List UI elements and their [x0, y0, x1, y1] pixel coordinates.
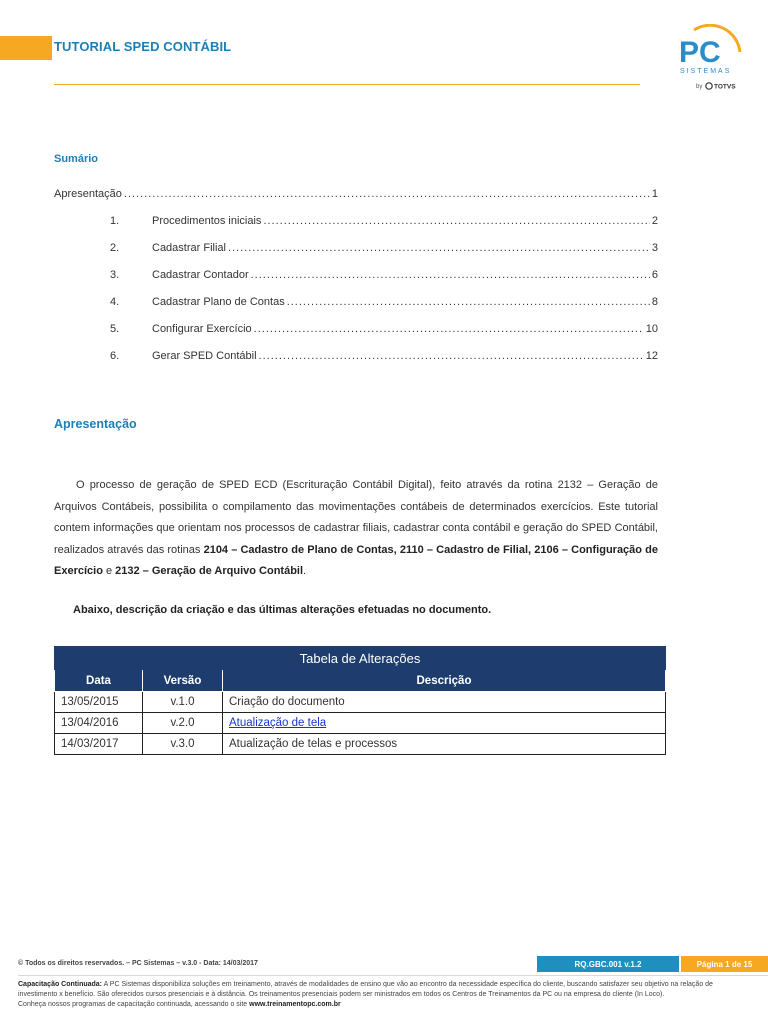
cell-description	[223, 713, 666, 734]
toc-label: Gerar SPED Contábil	[152, 350, 257, 362]
cell-version: v.3.0	[143, 734, 223, 755]
toc-item-procedimentos[interactable]	[54, 211, 658, 227]
column-header-description: Descrição	[223, 670, 666, 692]
toc-item-plano-contas[interactable]	[54, 292, 658, 308]
toc-number: 2.	[110, 242, 120, 254]
toc-page: 1	[651, 188, 658, 200]
toc-label: Cadastrar Plano de Contas	[152, 296, 285, 308]
footer-divider	[18, 975, 768, 976]
toc-label: Cadastrar Filial	[152, 242, 226, 254]
changes-table	[54, 646, 666, 755]
toc-label: Apresentação	[54, 188, 122, 200]
toc-number: 5.	[110, 323, 120, 335]
table-row	[55, 734, 666, 755]
toc-number: 6.	[110, 350, 120, 362]
logo-letters: PC	[679, 36, 721, 69]
toc-item-filial[interactable]	[54, 238, 658, 254]
toc-page: 10	[645, 323, 658, 335]
cell-description: Atualização de telas e processos	[223, 734, 666, 755]
header-accent-bar	[0, 36, 52, 60]
cell-date: 13/04/2016	[55, 713, 143, 734]
cell-description: Criação do documento	[223, 692, 666, 713]
cell-version: v.1.0	[143, 692, 223, 713]
intro-paragraph: O processo de geração de SPED ECD (Escrituração Contábil Digital), feito através da rotina 2132 – Geração de Arquivos Contábeis, possibilita o compilamento das movimentações contábeis de determinados exercícios. Este tutorial contem informações que orientam nos processos de cadastrar filiais, cadastrar conta contábil e geração do SPED Contábil, realizados através das rotinas 2104 – Cadastro de Plano de Contas, 2110 – Cadastro de Filial, 2106 – Configuração de Exercício e 2132 – Geração de Arquivo Contábil.	[54, 479, 659, 577]
logo-subtitle: SISTEMAS	[680, 68, 732, 75]
footer-page-number: Página 1 de 15	[681, 956, 768, 972]
cell-date: 13/05/2015	[55, 692, 143, 713]
toc-item-contador[interactable]	[54, 265, 658, 281]
toc-page: 8	[651, 296, 658, 308]
table-row	[55, 713, 666, 734]
changes-note: Abaixo, descrição da criação e das últimas alterações efetuadas no documento.	[73, 604, 492, 616]
footer-document-code: RQ.GBC.001 v.1.2	[537, 956, 679, 972]
totvs-icon	[706, 83, 712, 89]
toc-page: 2	[651, 215, 658, 227]
toc-item-exercicio[interactable]	[54, 319, 658, 335]
description-link[interactable]: Atualização de tela	[229, 717, 327, 729]
toc-number: 4.	[110, 296, 120, 308]
section-title-apresentacao: Apresentação	[54, 417, 137, 431]
footer-capacitacao: Capacitação Continuada: A PC Sistemas disponibiliza soluções em treinamento, através de modalidades de ensino que vão ao encontro da necessidade específica do cliente, buscando satisfazer seu objetivo na relação de investimento x benefício. São oferecidos cursos presenciais e à distância. Os treinamentos presenciais podem ser ministrados em todos os Centros de Treinamentos da PC ou na empresa do cliente (In Loco). Conheça nossos programas de capacitação continuada, acessando o site www.treinamentopc.com.br	[18, 981, 713, 1008]
changes-table-caption: Tabela de Alterações	[55, 647, 666, 670]
toc-page: 6	[651, 269, 658, 281]
pc-sistemas-logo	[676, 24, 746, 98]
toc-page: 12	[645, 350, 658, 362]
summary-title: Sumário	[54, 153, 99, 165]
header-divider	[54, 84, 640, 85]
document-title: TUTORIAL SPED CONTÁBIL	[54, 39, 232, 54]
logo-brand: TOTVS	[714, 83, 736, 91]
cell-date: 14/03/2017	[55, 734, 143, 755]
logo-by: by	[696, 84, 703, 90]
column-header-version: Versão	[143, 670, 223, 692]
toc-page: 3	[651, 242, 658, 254]
toc-item-gerar-sped[interactable]	[54, 346, 658, 362]
table-row	[55, 692, 666, 713]
toc-label: Configurar Exercício	[152, 323, 252, 335]
toc-label: Procedimentos iniciais	[152, 215, 262, 227]
footer-rights: © Todos os direitos reservados. – PC Sistemas – v.3.0 - Data: 14/03/2017	[18, 960, 258, 967]
toc-number: 1.	[110, 215, 120, 227]
toc-label: Cadastrar Contador	[152, 269, 249, 281]
footer-site-link[interactable]: www.treinamentopc.com.br	[249, 1001, 341, 1008]
toc-number: 3.	[110, 269, 120, 281]
column-header-date: Data	[55, 670, 143, 692]
toc-item-apresentacao[interactable]	[54, 184, 658, 200]
cell-version: v.2.0	[143, 713, 223, 734]
